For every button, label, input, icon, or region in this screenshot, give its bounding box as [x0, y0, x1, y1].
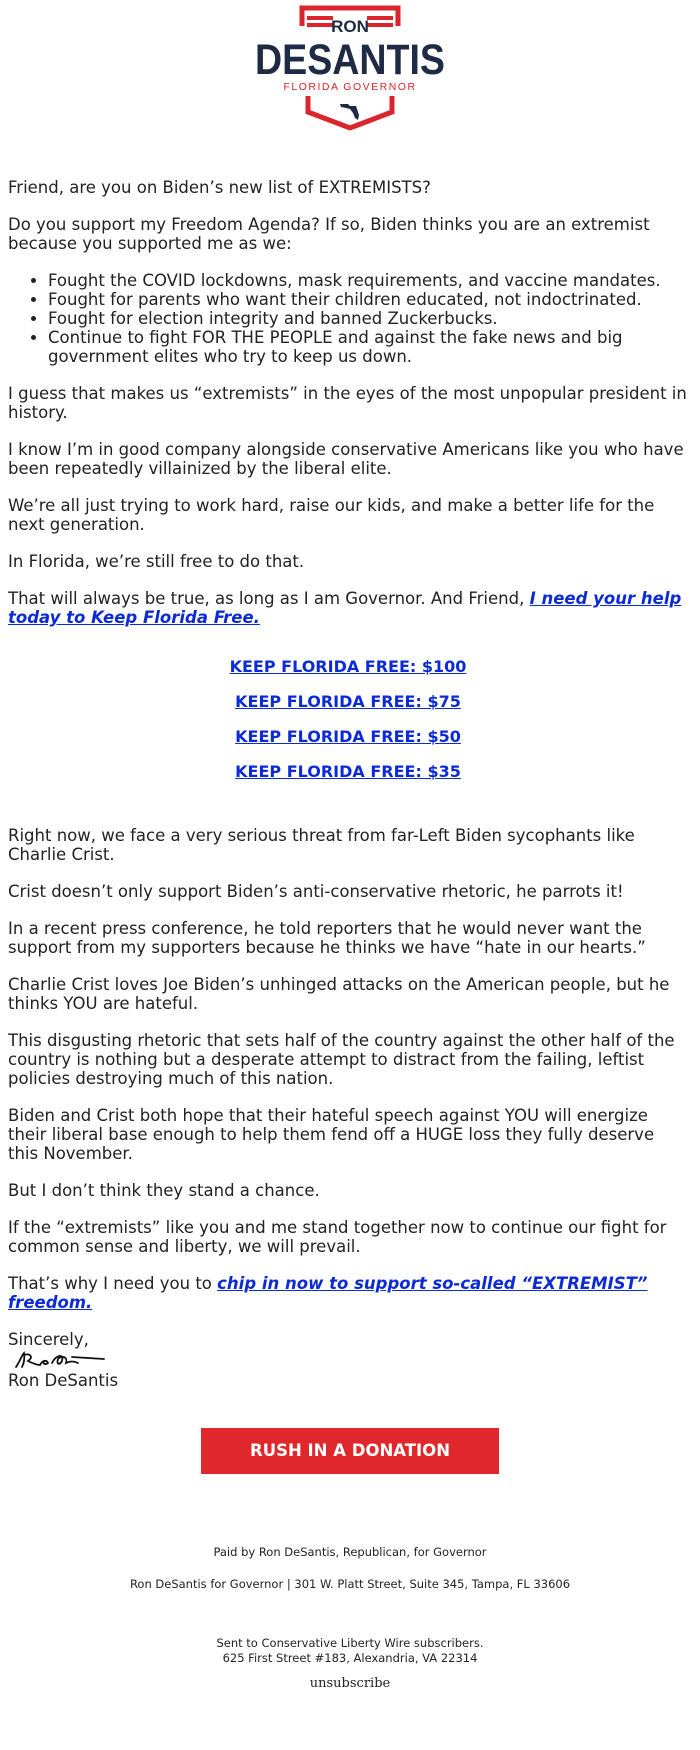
donate-100-link[interactable]: KEEP FLORIDA FREE: $100 — [229, 657, 467, 676]
hope-paragraph: Biden and Crist both hope that their hateful speech against YOU will energize their liberal base enough to help them fend off a HUGE loss they fully deserve this November. — [8, 1106, 655, 1163]
campaign-logo — [0, 0, 700, 140]
sincerely-text: Sincerely, — [8, 1330, 89, 1349]
stripe-left-1 — [307, 16, 333, 20]
disgusting-paragraph: This disgusting rhetoric that sets half of the country against the other half of the country is nothing but a desperate attempt to distract from the failing, leftist policies destroying much of this nation. — [8, 1031, 675, 1088]
paid-by-disclaimer: Paid by Ron DeSantis, Republican, for Governor — [213, 1545, 487, 1559]
florida-paragraph: In Florida, we’re still free to do that. — [8, 552, 305, 571]
logo-name-line1: RON — [331, 17, 369, 36]
accomplishments-list — [8, 271, 688, 366]
prevail-paragraph: If the “extremists” like you and me stand together now to continue our fight for common sense and liberty, we will prevail. — [8, 1218, 667, 1256]
threat-paragraph: Right now, we face a very serious threat from far-Left Biden sycophants like Charlie Crist. — [8, 826, 635, 864]
list-item: • Fought for election integrity and banned Zuckerbucks. — [48, 309, 688, 328]
unsubscribe-row — [0, 1676, 700, 1691]
parrots-paragraph: Crist doesn’t only support Biden’s anti-conservative rhetoric, he parrots it! — [8, 882, 624, 901]
list-item: • Fought for parents who want their children educated, not indoctrinated. — [48, 290, 688, 309]
donate-50-link[interactable]: KEEP FLORIDA FREE: $50 — [235, 727, 461, 746]
company-paragraph: I know I’m in good company alongside conservative Americans like you who have been repeatedly villainized by the liberal elite. — [8, 440, 684, 478]
loves-paragraph: Charlie Crist loves Joe Biden’s unhinged attacks on the American people, but he thinks YOU are hateful. — [8, 975, 670, 1013]
signoff — [8, 1330, 688, 1390]
stripe-right-1 — [367, 16, 393, 20]
headline: Friend, are you on Biden’s new list of EXTREMISTS? — [8, 178, 431, 197]
florida-state-icon — [340, 104, 359, 120]
logo-subtitle: FLORIDA GOVERNOR — [283, 81, 417, 93]
sent-to-notice: Sent to Conservative Liberty Wire subscribers. — [216, 1636, 484, 1650]
governor-paragraph — [8, 589, 688, 627]
stripe-left-2 — [307, 23, 333, 27]
committee-address: Ron DeSantis for Governor | 301 W. Platt Street, Suite 345, Tampa, FL 33606 — [129, 1577, 571, 1591]
chip-in-text: That’s why I need you to — [8, 1274, 218, 1293]
intro-paragraph: Do you support my Freedom Agenda? If so, Biden thinks you are an extremist because you supported me as we: — [8, 215, 650, 253]
extremists-paragraph: I guess that makes us “extremists” in the eyes of the most unpopular president in history. — [8, 384, 687, 422]
email-body — [8, 178, 688, 1390]
cta-container — [0, 1428, 700, 1474]
shield-bottom-outline — [308, 96, 392, 128]
list-item: • Continue to fight FOR THE PEOPLE and against the fake news and big government elites who try to keep us down. — [48, 328, 688, 366]
logo-name-line2: DESANTIS — [255, 36, 445, 84]
donate-35-link[interactable]: KEEP FLORIDA FREE: $35 — [235, 762, 461, 781]
press-paragraph: In a recent press conference, he told reporters that he would never want the support from my supporters because he thinks we have “hate in our hearts.” — [8, 919, 646, 957]
list-address: 625 First Street #183, Alexandria, VA 22314 — [222, 1651, 478, 1665]
unsubscribe-link[interactable]: unsubscribe — [309, 1676, 391, 1691]
work-paragraph: We’re all just trying to work hard, raise our kids, and make a better life for the next generation. — [8, 496, 655, 534]
stripe-right-2 — [367, 23, 393, 27]
signer-name: Ron DeSantis — [8, 1371, 119, 1390]
desantis-logo-graphic — [244, 4, 456, 132]
list-item: • Fought the COVID lockdowns, mask requirements, and vaccine mandates. — [48, 271, 688, 290]
signature-image — [12, 1349, 108, 1371]
rush-donation-button[interactable]: RUSH IN A DONATION — [201, 1428, 499, 1474]
keep-florida-free-link[interactable]: I need your help today to Keep Florida Free. — [8, 589, 682, 627]
donate-75-link[interactable]: KEEP FLORIDA FREE: $75 — [235, 692, 461, 711]
chance-paragraph: But I don’t think they stand a chance. — [8, 1181, 320, 1200]
chip-in-paragraph — [8, 1274, 688, 1312]
chip-in-link[interactable]: chip in now to support so-called “EXTREMIST” freedom. — [8, 1274, 648, 1312]
governor-paragraph-text: That will always be true, as long as I am Governor. And Friend, — [8, 589, 530, 608]
donation-amount-links — [8, 657, 688, 782]
